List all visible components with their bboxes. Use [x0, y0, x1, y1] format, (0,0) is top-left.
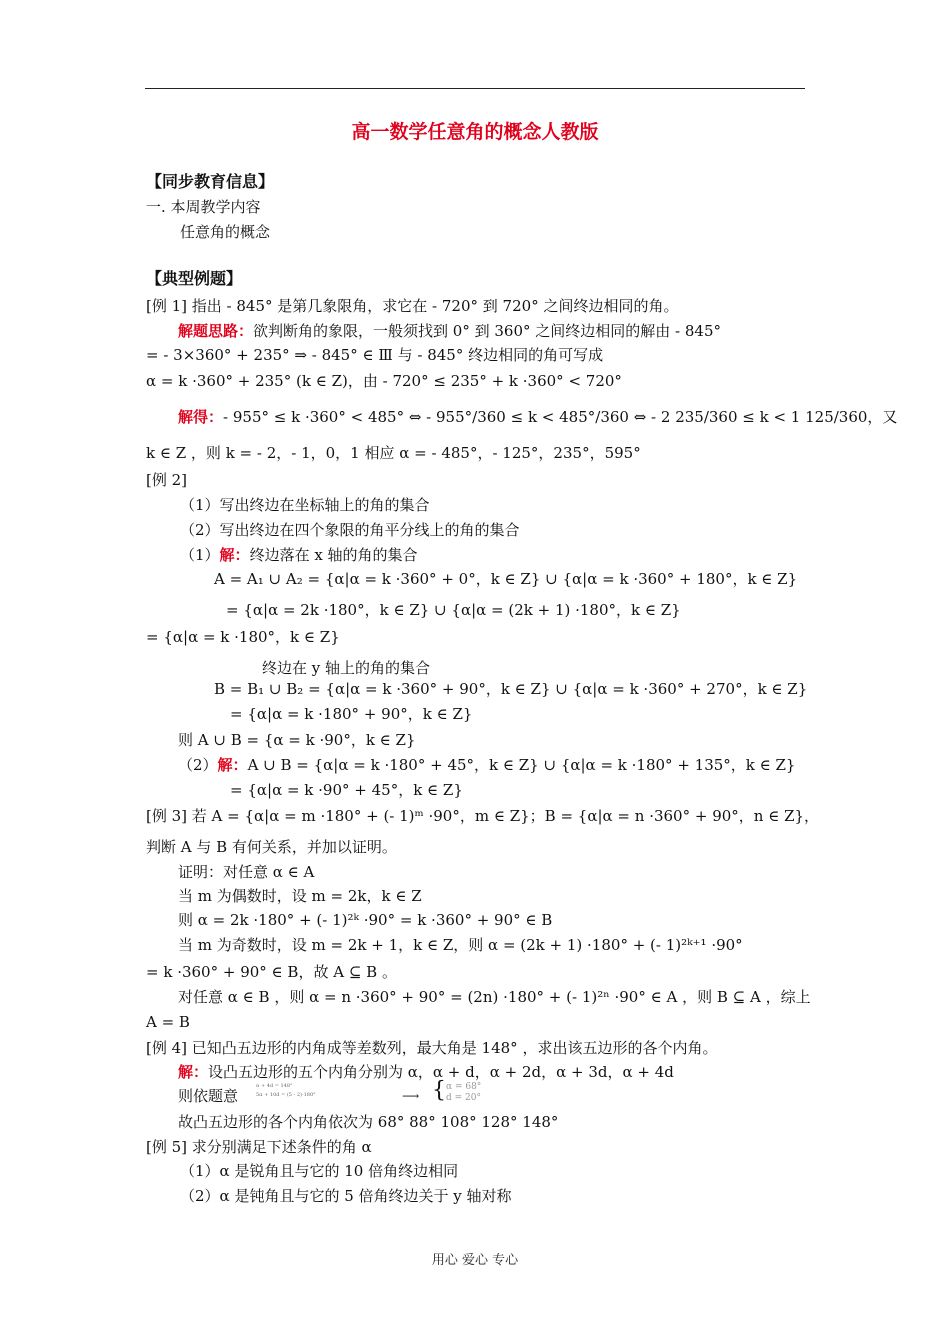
brace-icon: {: [432, 1078, 446, 1103]
header-rule: [145, 88, 805, 89]
solution-system-line: α = 68°: [446, 1082, 482, 1092]
proof-line: = k ·360° + 90° ∈ B，故 A ⊆ B 。: [146, 963, 397, 981]
section-item: 一. 本周教学内容: [146, 198, 261, 216]
page-title: 高一数学任意角的概念人教版: [351, 121, 599, 143]
example-1-solution: [178, 407, 897, 427]
example-3-question: [例 3] 若 A = {α|α = m ·180° + (- 1)ᵐ ·90°，m ∈ Z}；B = {α|α = n ·360° + 90°，n ∈ Z}，: [146, 807, 820, 825]
set-equation: B = B₁ ∪ B₂ = {α|α = k ·360° + 90°，k ∈ Z} ∪ {α|α = k ·360° + 270°，k ∈ Z}: [214, 680, 808, 698]
solution-text: 终边落在 x 轴的角的集合: [249, 546, 418, 564]
set-equation: = {α|α = 2k ·180°，k ∈ Z} ∪ {α|α = (2k + 1) ·180°，k ∈ Z}: [226, 601, 681, 619]
equation-system-line: 5α + 10d = (5 - 2)·180°: [256, 1092, 316, 1098]
example-5-question: [例 5] 求分别满足下述条件的角 α: [146, 1138, 372, 1156]
part-number: （2）: [178, 756, 218, 774]
solution-system-line: d = 20°: [446, 1093, 481, 1103]
solution-label: 解得：: [178, 408, 224, 426]
example-1-result: k ∈ Z ，则 k = - 2，- 1，0，1 相应 α = - 485°，- 125°，235°，595°: [146, 444, 641, 462]
set-equation: A = A₁ ∪ A₂ = {α|α = k ·360° + 0°，k ∈ Z} ∪ {α|α = k ·360° + 180°，k ∈ Z}: [214, 570, 798, 588]
example-5-part-2: （2）α 是钝角且与它的 5 倍角终边关于 y 轴对称: [180, 1187, 512, 1205]
example-5-part-1: （1）α 是锐角且与它的 10 倍角终边相同: [180, 1162, 459, 1180]
set-equation: = {α|α = k ·180° + 90°，k ∈ Z}: [230, 705, 473, 723]
example-1-approach: [178, 321, 721, 341]
part-number: （1）: [180, 546, 220, 564]
example-2-solution-2: [178, 755, 795, 775]
solution-text: 设凸五边形的五个内角分别为 α，α + d，α + 2d，α + 3d，α + 4d: [208, 1063, 674, 1081]
example-2-part-1: （1）写出终边在坐标轴上的角的集合: [180, 496, 430, 514]
section-subitem: 任意角的概念: [180, 223, 271, 241]
proof-line: 证明：对任意 α ∈ A: [178, 863, 315, 881]
proof-line: 当 m 为奇数时，设 m = 2k + 1，k ∈ Z，则 α = (2k + 1) ·180° + (- 1)²ᵏ⁺¹ ·90°: [178, 936, 743, 954]
section-heading-sync: 【同步教育信息】: [146, 172, 275, 191]
page-footer: 用心 爱心 专心: [431, 1253, 519, 1268]
example-2-part-2: （2）写出终边在四个象限的角平分线上的角的集合: [180, 521, 520, 539]
set-equation: = {α|α = k ·180°，k ∈ Z}: [146, 628, 340, 646]
example-2-label: [例 2]: [146, 471, 188, 489]
solution-label: 解：: [178, 1063, 209, 1081]
proof-line: 对任意 α ∈ B ，则 α = n ·360° + 90° = (2n) ·180° + (- 1)²ⁿ ·90° ∈ A ，则 B ⊆ A ，综上: [178, 988, 811, 1006]
set-equation: 则 A ∪ B = {α = k ·90°，k ∈ Z}: [178, 731, 416, 749]
example-4-answer: 故凸五边形的各个内角依次为 68° 88° 108° 128° 148°: [178, 1113, 559, 1131]
example-4-condition: 则依题意: [178, 1087, 239, 1105]
example-1-question: [例 1] 指出 - 845° 是第几象限角，求它在 - 720° 到 720° 之间终边相同的角。: [146, 297, 679, 315]
arrow-icon: ⟶: [402, 1089, 420, 1103]
approach-text: 欲判断角的象限，一般须找到 0° 到 360° 之间终边相同的解由 - 845°: [253, 322, 721, 340]
solution-text: A ∪ B = {α|α = k ·180° + 45°，k ∈ Z} ∪ {α|α = k ·180° + 135°，k ∈ Z}: [247, 756, 796, 774]
set-equation: = {α|α = k ·90° + 45°，k ∈ Z}: [230, 781, 463, 799]
proof-line: 则 α = 2k ·180° + (- 1)²ᵏ ·90° = k ·360° + 90° ∈ B: [178, 911, 553, 929]
equation-system-line: α + 4d = 148°: [256, 1083, 293, 1089]
example-3-question: 判断 A 与 B 有何关系，并加以证明。: [146, 838, 397, 856]
solution-text: - 955° ≤ k ·360° < 485° ⇔ - 955°/360 ≤ k < 485°/360 ⇔ - 2 235/360 ≤ k < 1 125/360，又: [223, 408, 898, 426]
solution-label: 解：: [219, 546, 250, 564]
approach-label: 解题思路：: [178, 322, 254, 340]
proof-conclusion: A = B: [146, 1013, 190, 1031]
example-1-step: = - 3×360° + 235° ⇒ - 845° ∈ Ⅲ 与 - 845° 终边相同的角可写成: [146, 346, 604, 364]
y-axis-set-label: 终边在 y 轴上的角的集合: [262, 659, 431, 677]
example-2-solution-1: [180, 545, 418, 565]
example-4-solution: [178, 1062, 674, 1082]
section-heading-examples: 【典型例题】: [146, 269, 243, 288]
solution-label: 解：: [217, 756, 248, 774]
example-4-question: [例 4] 已知凸五边形的内角成等差数列，最大角是 148° ，求出该五边形的各个内角。: [146, 1039, 718, 1057]
proof-line: 当 m 为偶数时，设 m = 2k，k ∈ Z: [178, 887, 422, 905]
example-1-step: α = k ·360° + 235° (k ∈ Z)，由 - 720° ≤ 235° + k ·360° < 720°: [146, 372, 622, 390]
